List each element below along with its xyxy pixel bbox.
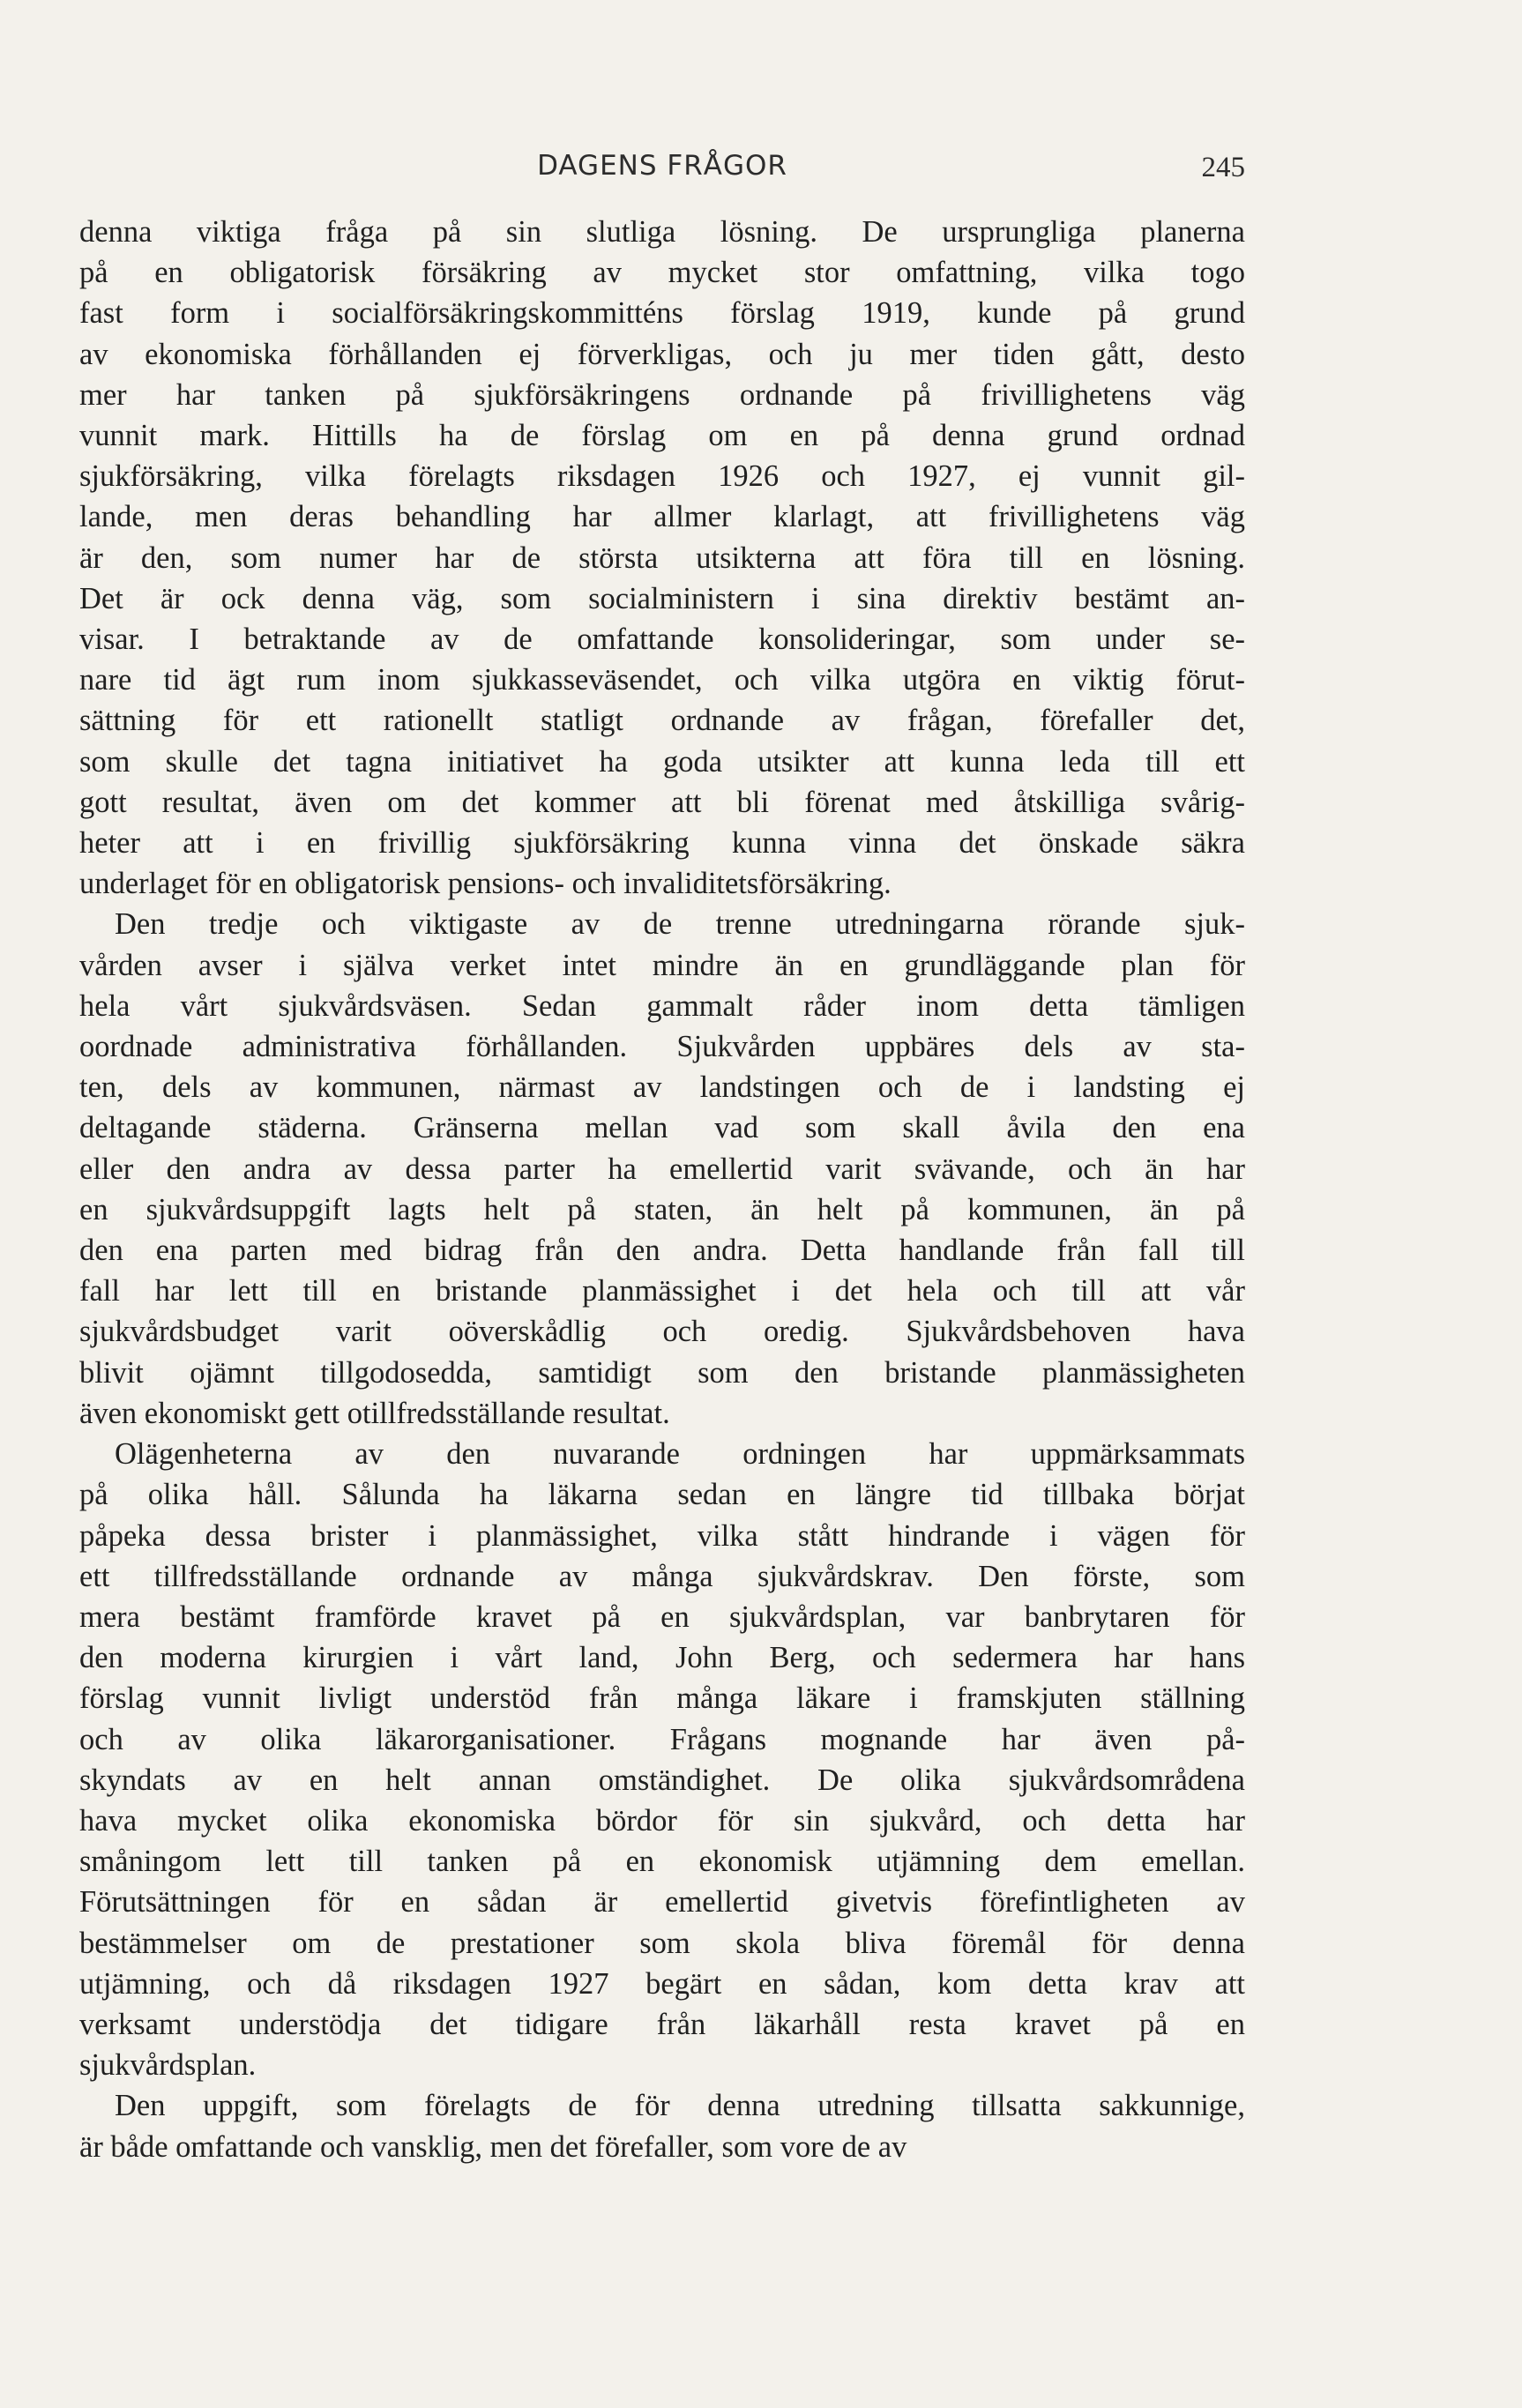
text-line: vunnit mark. Hittills ha de förslag om en på denna grund ordnad [79, 419, 1245, 453]
text-line: sättning för ett rationellt statligt ordnande av frågan, förefaller det, [79, 704, 1245, 738]
text-line: av ekonomiska förhållanden ej förverkligas, och ju mer tiden gått, desto [79, 337, 1245, 371]
text-line: skyndats av en helt annan omständighet. De olika sjukvårdsområdena [79, 1763, 1245, 1797]
text-line: den ena parten med bidrag från den andra. Detta handlande från fall till [79, 1234, 1245, 1268]
text-line: ett tillfredsställande ordnande av många sjukvårdskrav. Den förste, som [79, 1559, 1245, 1593]
text-line: hava mycket olika ekonomiska bördor för sin sjukvård, och detta har [79, 1803, 1245, 1838]
text-line: lande, men deras behandling har allmer klarlagt, att frivillighetens väg [79, 500, 1245, 534]
text-line: småningom lett till tanken på en ekonomisk utjämning dem emellan. [79, 1845, 1245, 1879]
text-line: deltagande städerna. Gränserna mellan vad som skall åvila den ena [79, 1111, 1245, 1145]
text-line: hela vårt sjukvårdsväsen. Sedan gammalt råder inom detta tämligen [79, 988, 1245, 1023]
text-line: heter att i en frivillig sjukförsäkring kunna vinna det önskade säkra [79, 826, 1245, 861]
text-line: den moderna kirurgien i vårt land, John Berg, och sedermera har hans [79, 1641, 1245, 1675]
paragraph [79, 1434, 1245, 2085]
text-line: sjukförsäkring, vilka förelagts riksdagen 1926 och 1927, ej vunnit gil- [79, 459, 1245, 494]
text-line: oordnade administrativa förhållanden. Sjukvården uppbäres dels av sta- [79, 1030, 1245, 1064]
paragraph [79, 904, 1245, 1434]
text-line: mera bestämt framförde kravet på en sjukvårdsplan, var banbrytaren för [79, 1599, 1245, 1634]
text-line: vården avser i själva verket intet mindre än en grundläggande plan för [79, 948, 1245, 982]
text-line: blivit ojämnt tillgodosedda, samtidigt som den bristande planmässigheten [79, 1355, 1245, 1390]
text-line: sjukvårdsplan. [79, 2048, 257, 2083]
text-line: gott resultat, även om det kommer att bli förenat med åtskilliga svårig- [79, 785, 1245, 819]
body-text [79, 212, 1245, 2167]
text-line: denna viktiga fråga på sin slutliga lösning. De ursprungliga planerna [79, 215, 1245, 249]
text-line: bestämmelser om de prestationer som skola bliva föremål för denna [79, 1926, 1245, 1960]
text-line: mer har tanken på sjukförsäkringens ordnande på frivillighetens väg [79, 377, 1245, 412]
text-line: fast form i socialförsäkringskommitténs förslag 1919, kunde på grund [79, 296, 1245, 331]
running-head: DAGENS FRÅGOR [537, 150, 787, 182]
page-header [79, 150, 1245, 203]
text-line: Den uppgift, som förelagts de för denna utredning tillsatta sakkunnige, [115, 2089, 1245, 2123]
paragraph [79, 2085, 1245, 2166]
text-line: även ekonomiskt gett otillfredsställande resultat. [79, 1396, 670, 1430]
paragraph [79, 212, 1245, 904]
text-line: utjämning, och då riksdagen 1927 begärt en sådan, kom detta krav att [79, 1966, 1245, 2001]
page-number: 245 [1201, 152, 1245, 183]
text-line: ten, dels av kommunen, närmast av landstingen och de i landsting ej [79, 1070, 1245, 1105]
text-line: och av olika läkarorganisationer. Frågans mognande har även på- [79, 1722, 1245, 1756]
text-line: Olägenheterna av den nuvarande ordningen har uppmärksammats [115, 1437, 1245, 1472]
text-line: är den, som numer har de största utsikterna att föra till en lösning. [79, 540, 1245, 575]
text-line: fall har lett till en bristande planmässighet i det hela och till att vår [79, 1274, 1245, 1308]
text-line: nare tid ägt rum inom sjukkasseväsendet, och vilka utgöra en viktig förut- [79, 663, 1245, 697]
text-line: som skulle det tagna initiativet ha goda utsikter att kunna leda till ett [79, 744, 1245, 779]
text-line: förslag vunnit livligt understöd från många läkare i framskjuten ställning [79, 1681, 1245, 1716]
text-line: Förutsättningen för en sådan är emellertid givetvis förefintligheten av [79, 1885, 1245, 1920]
text-line: visar. I betraktande av de omfattande konsolideringar, som under se- [79, 623, 1245, 657]
text-line: på en obligatorisk försäkring av mycket stor omfattning, vilka togo [79, 256, 1245, 290]
text-line: verksamt understödja det tidigare från läkarhåll resta kravet på en [79, 2007, 1245, 2041]
text-line: Det är ock denna väg, som socialministern i sina direktiv bestämt an- [79, 581, 1245, 615]
text-line: Den tredje och viktigaste av de trenne utredningarna rörande sjuk- [115, 907, 1245, 942]
text-line: är både omfattande och vansklig, men det förefaller, som vore de av [79, 2129, 907, 2164]
text-line: på olika håll. Sålunda ha läkarna sedan en längre tid tillbaka börjat [79, 1478, 1245, 1512]
text-line: underlaget för en obligatorisk pensions- och invaliditetsförsäkring. [79, 867, 892, 901]
text-line: sjukvårdsbudget varit oöverskådlig och oredig. Sjukvårdsbehoven hava [79, 1315, 1245, 1349]
text-line: en sjukvårdsuppgift lagts helt på staten, än helt på kommunen, än på [79, 1192, 1245, 1226]
text-line: eller den andra av dessa parter ha emellertid varit svävande, och än har [79, 1152, 1245, 1186]
text-line: påpeka dessa brister i planmässighet, vilka stått hindrande i vägen för [79, 1518, 1245, 1553]
